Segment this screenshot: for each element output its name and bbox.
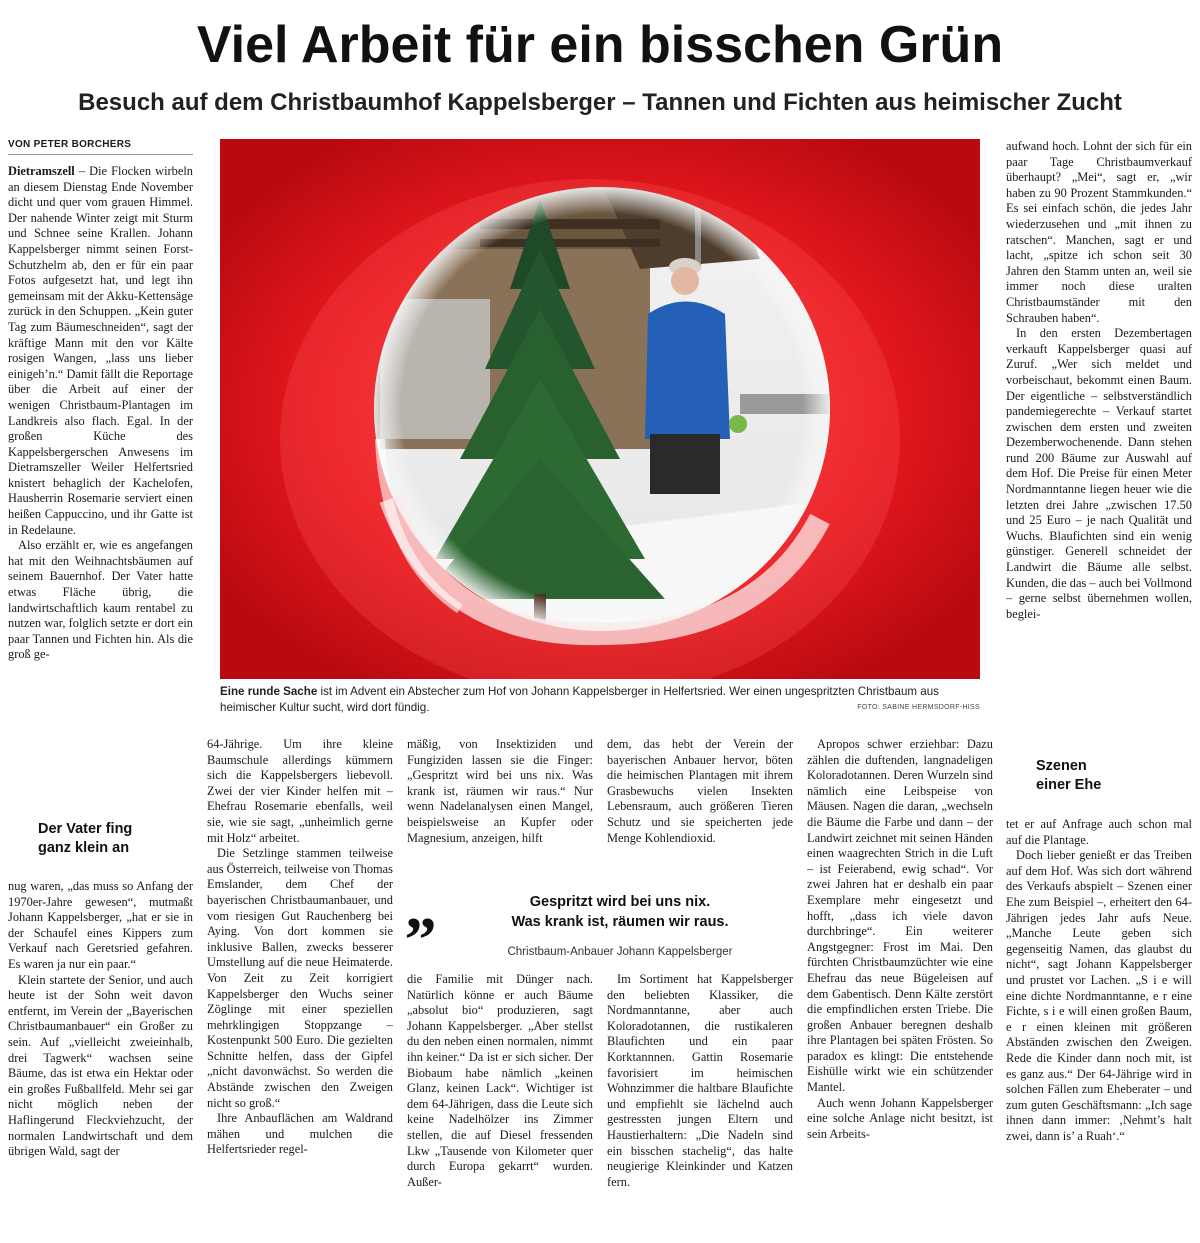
subheadline: Besuch auf dem Christbaumhof Kappelsberger – Tannen und Fichten aus heimischer Zucht (78, 89, 1122, 116)
paragraph: dem, das hebt der Verein der bayerischen Anbauer hervor, böten die heimischen Plantagen mit ihrem Grasbewuchs vielen Insekten Lebensraum, auch größeren Tieren Schutz und sie speicherten jede Menge Kohlendioxid. (607, 737, 793, 845)
quote-text (445, 892, 795, 932)
column-2 (207, 737, 393, 1239)
quote-line: Gespritzt wird bei uns nix. (529, 894, 711, 910)
byline: VON PETER BORCHERS (8, 139, 193, 155)
column-3-bottom (407, 972, 593, 1239)
quote-mark-icon: „ (405, 871, 437, 942)
subhead-line: Der Vater fing (38, 821, 133, 837)
column-4-top (607, 737, 793, 867)
paragraph: mäßig, von Insektiziden und Fungiziden lassen sie die Finger: „Gespritzt wird bei uns nix. Was krank ist, räumen wir raus.“ Nur wenn Nadelanalysen einen Mangel, beispielsweise an Kupfer oder Magnesium, anzeigen, hilft (407, 737, 593, 845)
photo-credit: FOTO: SABINE HERMSDORF-HISS (857, 704, 980, 711)
column-4-bottom (607, 972, 793, 1239)
column-3-top (407, 737, 593, 867)
paragraph: Die Setzlinge stammen teilweise aus Österreich, teilweise von Thomas Emslander, dem Chef der bayerischen Christbaumanbauer, und vom riesigen Gut Rauchenberg bei Aying. Von dort kommen sie inklusive Ballen, zwecks besserer Umstellung auf die neue Heimaterde. Von Zeit zu Zeit korrigiert Kappelsberger den Wuchs seiner Zöglinge mit einer speziellen mehrklingigen Stoppzange – Kostenpunkt 500 Euro. Die gezielten Schnitte helfen, dass der Gipfel „nicht davonwächst. So werden die Abstände zwischen den Zweigen nicht so groß.“ (207, 846, 393, 1110)
dateline: Dietramszell (8, 164, 75, 178)
article-photo (220, 139, 980, 679)
subhead-line: einer Ehe (1036, 777, 1102, 793)
paragraph: Also erzählt er, wie es angefangen hat mit den Weihnachtsbäumen auf seinem Bauernhof. Der Vater hatte etwas Fläche übrig, die landwirtschaftlich kaum rentabel zu nutzen war, folglich setzte er dort ein paar Tannen und Fichten hin. Als die groß ge- (8, 538, 193, 662)
paragraph: Im Sortiment hat Kappelsberger den beliebten Klassiker, die Nordmanntanne, aber auch Koloradotannen, die rustikaleren Blaufichten und ein paar Korktannnen. Gattin Rosemarie favorisiert im heimischen Wohnzimmer die haltbare Blaufichte und empfiehlt sie lächelnd auch gestressten jungen Eltern und Haustierhaltern: „Die Nadeln sind ein bisschen stachelig“, das halte neugierige Kleinkinder und Katzen fern. (607, 972, 793, 1189)
subhead-der-vater (38, 820, 188, 858)
subhead-szenen (1036, 757, 1186, 795)
paragraph: aufwand hoch. Lohnt der sich für ein paar Tage Christbaumverkauf überhaupt? „Mei“, sagt er, „wir haben zu 90 Prozent Stammkunden.“ Es sei einfach schön, die jedes Jahr wiederzusehen und „mit ihnen zu ratschen“. Manchen, sagt er und lacht, „spitze ich schon seit 30 Jahren den Stamm unten an, weil sie immer noch diese uralten Christbaumständer mit den Schrauben haben“. (1006, 139, 1192, 325)
column-1-top (8, 164, 193, 802)
paragraph: Klein startete der Senior, und auch heute ist der Sohn weit davon entfernt, im Verein der „Bayerischen Christbaumanbauer“ ein Großer zu sein. Auf „vielleicht zweieinhalb, drei Tagwerk“ wachsen seine Bäume, das ist etwa ein Hektar oder ein großes Fußballfeld. Mehr sei gar nicht möglich neben der Haflingerund Fleckviehzucht, der normalen Landwirtschaft und dem übrigen Wald, sagt der (8, 972, 193, 1159)
column-5 (807, 737, 993, 1239)
subhead-line: ganz klein an (38, 840, 130, 856)
paragraph: Doch lieber genießt er das Treiben auf dem Hof. Was sich dort während des Verkaufs abspielt – Szenen einer Ehe zum Beispiel –, erheitert den 64-Jährigen jedes Jahr aufs Neue. „Manche Leute geben sich gegenseitig Namen, das glaubst du nicht“, sagt Johann Kappelsberger und prustet vor Lachen. „S i e will eine dichte Nordmanntanne, e r eine Fichte, s i e will einen großen Baum, e r einen kleinen mit größeren Abständen zwischen den Zweigen. Rede die Kinder dann noch mit, ist es ganz aus.“ Der 64-Jährige wird in solchen Fällen zum Eheberater – und zum guten Geschäftsmann: „Ich sage ihnen dann immer: ‚Nehmt’s halt zwei, dann is’ a Ruah‘.“ (1006, 848, 1192, 1143)
quote-source: Christbaum-Anbauer Johann Kappelsberger (507, 946, 733, 958)
paragraph: Auch wenn Johann Kappelsberger eine solche Anlage nicht besitzt, ist sein Arbeits- (807, 1095, 993, 1141)
paragraph: Apropos schwer erziehbar: Dazu zählen die duftenden, langnadeligen Koloradotannen. Deren Wurzeln sind nämlich eine Leibspeise von Mäusen. Nagen die daran, „wechseln die Bäume die Farbe und dann – der Landwirt zeichnet mit seinen Händen einen waagrechten Strich in die Luft – ist Feierabend, ewig schad“. Vor zwei Jahren hat er deshalb ein paar Exemplare mehr eingesetzt und hofft, „dass ich viele davon durchbringe“. Ein weiterer Angstgegner: Frost im Mai. Den fürchten Christbaumzüchter wie eine Ehefrau das neue Bügeleisen auf dem Gabentisch. Denn Kälte zerstört die empfindlichen ersten Triebe. Die großen Anbauer beregnen deshalb ihre Plantagen bei späten Frösten. So paradox es klingt: Die entstehende Eishülle wirkt wie ein schützender Mantel. (807, 737, 993, 1095)
photo-christmas-tree-through-red-ring (220, 139, 980, 679)
caption-text: ist im Advent ein Abstecher zum Hof von Johann Kappelsberger in Helfertsried. Wer einen ungespritzten Christbaum aus heimischer Kultur sucht, wird dort fündig. (220, 685, 939, 714)
column-6-bottom (1006, 817, 1192, 1239)
paragraph: nug waren, „das muss so Anfang der 1970er-Jahre gewesen“, mutmaßt Johann Kappelsberger, „hat er sie in der Schaufel eines Kippers zum Verkauf nach Geretsried gefahren. Es waren ja nur ein paar.“ (8, 879, 193, 971)
caption-lead: Eine runde Sache (220, 685, 318, 698)
subhead-line: Szenen (1036, 758, 1087, 774)
quote-line: Was krank ist, räumen wir raus. (511, 914, 729, 930)
paragraph: Ihre Anbauflächen am Waldrand mähen und mulchen die Helfertsrieder regel- (207, 1111, 393, 1157)
paragraph-text: – Die Flocken wirbeln an diesem Dienstag Ende November dicht und quer vom grauen Himmel. Der nahende Winter zeigt mit Sturm und Schnee seine Krallen. Johann Kappelsberger nimmt seinen Forst-Schutzhelm ab, den er für ein paar Fotos aufgesetzt hat, und legt ihn gemeinsam mit der Akku-Kettensäge zurück in den Schuppen. „Kein guter Tag zum Bäumeschneiden“, sagt der kräftige Mann mit den vor Kälte rosigen Wangen, „lass uns lieber einigeh’n.“ Damit fällt die Reportage über die Arbeit auf einer der wenigen Christbaum-Plantagen im Landkreis also flach. Egal. In der großen Küche des Kappelsbergerschen Anwesens im Dietramszeller Weiler Helfertsried knistert behaglich der Kachelofen, Hausherrin Rosemarie serviert einen heißen Cappuccino, und ihr Gatte ist in Redelaune. (8, 164, 193, 537)
photo-caption (220, 684, 980, 716)
pull-quote (405, 871, 795, 968)
paragraph: die Familie mit Dünger nach. Natürlich könne er auch Bäume „absolut bio“ produzieren, sagt Johann Kappelsberger. „Aber stellst du den neben einen normalen, nimmt ihn keiner.“ Da ist er sich sicher. Der Biobaum habe nämlich „keinen Glanz, keinen Lack“. Wichtiger ist dem 64-Jährigen, dass die Leute sich keine Nadelhölzer ins Zimmer stellen, die auf Diesel fressenden Lkw „Tausende von Kilometer quer durch Europa gekarrt“ wurden. Außer- (407, 972, 593, 1189)
column-6-top (1006, 139, 1192, 734)
paragraph: tet er auf Anfrage auch schon mal auf die Plantage. (1006, 817, 1192, 847)
column-1-bottom (8, 879, 193, 1239)
paragraph: 64-Jährige. Um ihre kleine Baumschule allerdings kümmern sich die Kappelsbergers liebevoll. Zwei der vier Kinder helfen mit – Ehefrau Rosemarie ebenfalls, weil sie, wie sie sagt, „unheimlich gerne mit Holz“ arbeitet. (207, 737, 393, 845)
paragraph: In den ersten Dezembertagen verkauft Kappelsberger quasi auf Zuruf. „Wer sich meldet und vorbeischaut, bekommt einen Baum. Der eigentliche – selbstverständlich pandemiegerechte – Verkauf startet zwischen dem ersten und zweiten Dezemberwochenende. Dann stehen rund 200 Bäume zur Auswahl auf dem Hof. Die Preise für einen Meter Nordmanntanne liegen heuer wie die letzten drei Jahre „zwischen 17.50 und 25 Euro – je nach Qualität und Wuchs. Blaufichten sind ein wenig günstiger. Generell schneidet der Landwirt die Bäume alle selbst. Kunden, die das – auch bei Vollmond – gerne selbst übernehmen wollen, beglei- (1006, 326, 1192, 621)
headline: Viel Arbeit für ein bisschen Grün (196, 16, 1004, 74)
paragraph (8, 164, 193, 538)
